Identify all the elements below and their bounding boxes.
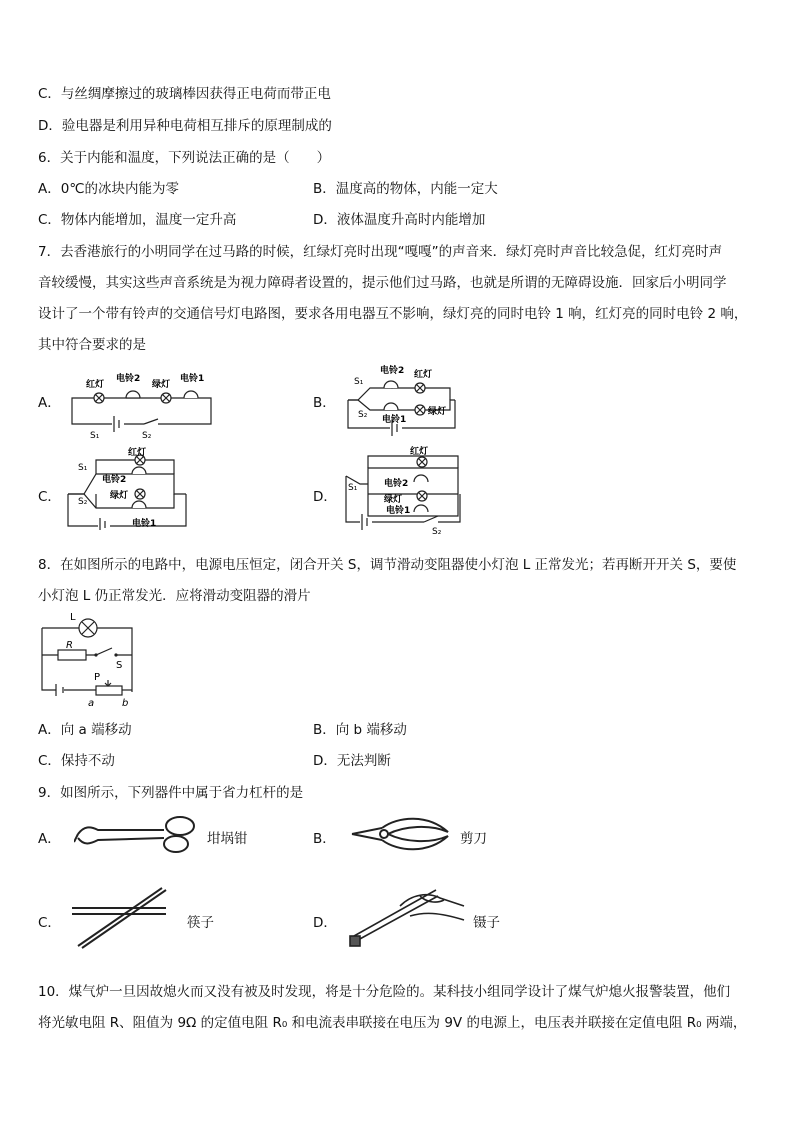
bell1-label: 电铃1 xyxy=(386,506,411,516)
q7-label-a: A． xyxy=(38,395,61,411)
s1-label: S₁ xyxy=(348,483,358,493)
q9-name-c: 筷子 xyxy=(187,915,214,931)
bell2-label: 电铃2 xyxy=(116,374,141,384)
slider-p-label: P xyxy=(94,672,101,683)
bell1-label: 电铃1 xyxy=(180,374,205,384)
circuit-diagram-d xyxy=(340,446,470,536)
s1-label: S₁ xyxy=(354,377,364,387)
red-lamp-label: 红灯 xyxy=(410,447,429,457)
q10-stem-line1: 10．煤气炉一旦因故熄火而又没有被及时发现，将是十分危险的。某科技小组同学设计了煤气炉熄火报警装置，他们 xyxy=(38,984,731,1000)
circuit-diagram-a xyxy=(66,364,216,440)
red-lamp-label: 红灯 xyxy=(128,448,147,458)
green-lamp-label: 绿灯 xyxy=(152,380,171,390)
s1-label: S₁ xyxy=(78,463,88,473)
q7-stem-line4: 其中符合要求的是 xyxy=(38,337,146,353)
bell1-label: 电铃1 xyxy=(132,519,157,529)
end-b-label: b xyxy=(122,698,129,709)
s2-label: S₂ xyxy=(142,431,152,440)
q6-stem: 6．关于内能和温度，下列说法正确的是（ ） xyxy=(38,150,331,166)
bell2-label: 电铃2 xyxy=(380,366,405,376)
q9-name-a: 坩埚钳 xyxy=(207,831,248,847)
crucible-tongs-image xyxy=(74,812,198,856)
q5-option-c: C．与丝绸摩擦过的玻璃棒因获得正电荷而带正电 xyxy=(38,86,331,102)
tweezers-image xyxy=(340,876,468,958)
s2-label: S₂ xyxy=(358,410,368,420)
q9-stem: 9．如图所示，下列器件中属于省力杠杆的是 xyxy=(38,785,304,801)
resistor-r-label: R xyxy=(66,640,73,651)
q7-label-b: B． xyxy=(313,395,336,411)
red-lamp-label: 红灯 xyxy=(86,380,105,390)
green-lamp-label: 绿灯 xyxy=(384,495,403,505)
q7-stem-line1: 7．去香港旅行的小明同学在过马路的时候，红绿灯亮时出现“嘎嘎”的声音来．绿灯亮时声音比较急促，红灯亮时声 xyxy=(38,244,723,260)
q9-label-d: D． xyxy=(313,915,337,931)
switch-s-label: S xyxy=(116,660,123,671)
green-lamp-label: 绿灯 xyxy=(428,407,447,417)
circuit-diagram-b xyxy=(340,362,460,438)
q7-label-c: C． xyxy=(38,489,61,505)
q6-option-c: C．物体内能增加，温度一定升高 xyxy=(38,212,237,228)
bell2-label: 电铃2 xyxy=(102,475,127,485)
scissors-image xyxy=(348,812,456,856)
q8-stem-line1: 8．在如图所示的电路中，电源电压恒定，闭合开关 S，调节滑动变阻器使小灯泡 L 正常发光；若再断开开关 S，要使 xyxy=(38,557,737,573)
q10-stem-line2: 将光敏电阻 R、阻值为 9Ω 的定值电阻 R₀ 和电流表串联接在电压为 9V 的电源上，电压表并联接在定值电阻 R₀ 两端， xyxy=(38,1015,747,1031)
q8-stem-line2: 小灯泡 L 仍正常发光．应将滑动变阻器的滑片 xyxy=(38,588,311,604)
bell2-label: 电铃2 xyxy=(384,479,409,489)
bell1-label: 电铃1 xyxy=(382,415,407,425)
q9-label-a: A． xyxy=(38,831,61,847)
circuit-diagram-q8 xyxy=(36,610,142,710)
q7-stem-line2: 音较缓慢，其实这些声音系统是为视力障碍者设置的，提示他们过马路，也就是所谓的无障碍设施．回家后小明同学 xyxy=(38,275,727,291)
circuit-diagram-c xyxy=(62,446,194,530)
q8-option-a: A．向 a 端移动 xyxy=(38,722,132,738)
chopsticks-image xyxy=(70,884,176,950)
q5-option-d: D．验电器是利用异种电荷相互排斥的原理制成的 xyxy=(38,118,332,134)
q8-option-b: B．向 b 端移动 xyxy=(313,722,407,738)
q9-label-c: C． xyxy=(38,915,61,931)
lamp-l-label: L xyxy=(70,612,76,623)
end-a-label: a xyxy=(88,698,95,709)
q8-option-d: D．无法判断 xyxy=(313,753,391,769)
q8-option-c: C．保持不动 xyxy=(38,753,115,769)
s2-label: S₂ xyxy=(78,497,88,507)
red-lamp-label: 红灯 xyxy=(414,370,433,380)
q6-option-b: B．温度高的物体，内能一定大 xyxy=(313,181,498,197)
s2-label: S₂ xyxy=(432,527,442,536)
q6-option-d: D．液体温度升高时内能增加 xyxy=(313,212,486,228)
q9-name-b: 剪刀 xyxy=(460,831,487,847)
q7-stem-line3: 设计了一个带有铃声的交通信号灯电路图，要求各用电器互不影响，绿灯亮的同时电铃 1 响，红灯亮的同时电铃 2 响， xyxy=(38,306,748,322)
q9-name-d: 镊子 xyxy=(473,915,500,931)
q9-label-b: B． xyxy=(313,831,336,847)
q6-option-a: A．0℃的冰块内能为零 xyxy=(38,181,179,197)
q7-label-d: D． xyxy=(313,489,337,505)
green-lamp-label: 绿灯 xyxy=(110,491,129,501)
s1-label: S₁ xyxy=(90,431,100,440)
